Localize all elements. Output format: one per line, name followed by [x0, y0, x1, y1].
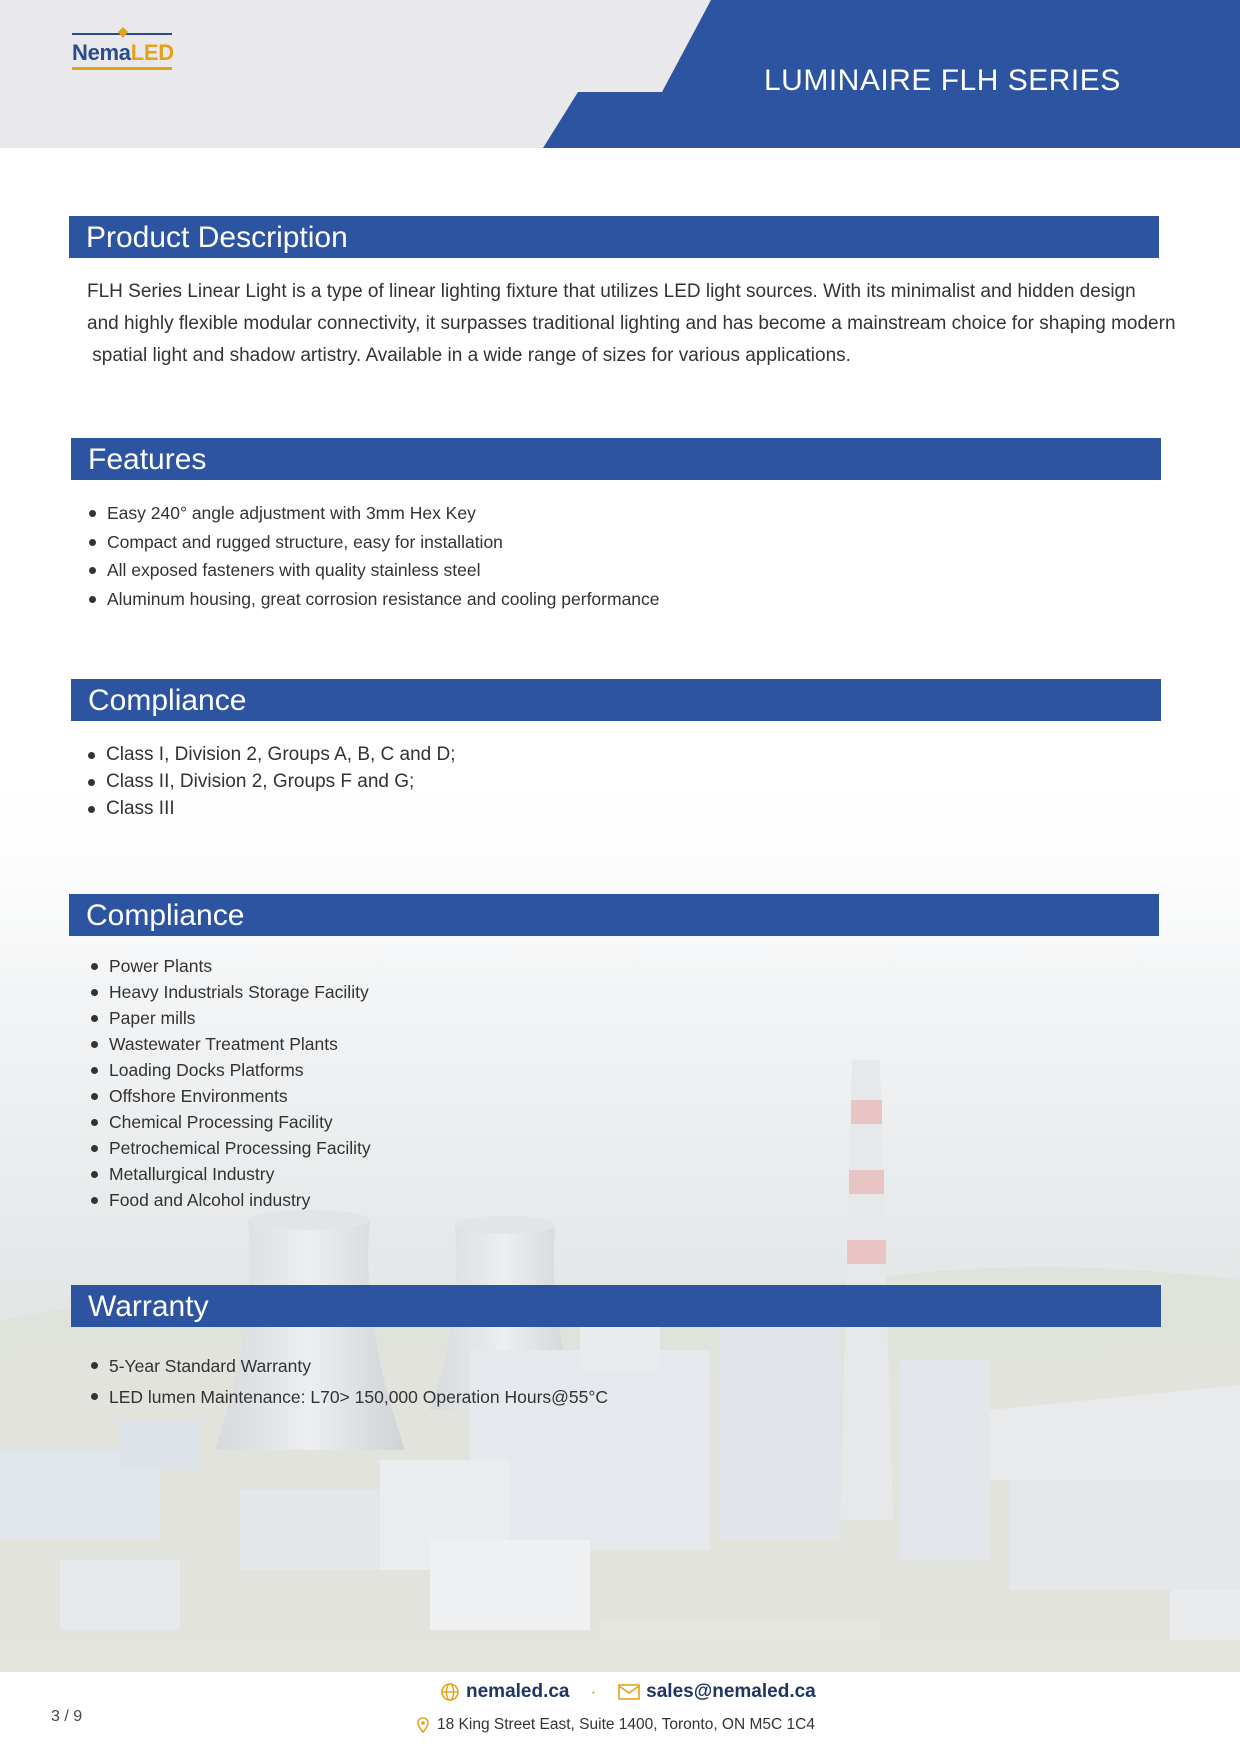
series-title: LUMINAIRE FLH SERIES — [764, 64, 1121, 97]
description-line: FLH Series Linear Light is a type of linear lighting fixture that utilizes LED light sources. With its minimalist and hidden design — [87, 281, 1136, 302]
list-item: Heavy Industrials Storage Facility — [91, 979, 371, 1005]
list-item: Class II, Division 2, Groups F and G; — [88, 768, 456, 795]
email-link[interactable]: sales@nemaled.ca — [646, 1681, 816, 1702]
list-item: Offshore Environments — [91, 1083, 371, 1109]
applications-list — [91, 953, 371, 1213]
contact-line — [440, 1677, 816, 1707]
globe-icon — [440, 1682, 460, 1702]
features-list — [89, 499, 660, 613]
brand-logo — [72, 26, 182, 74]
page-footer — [0, 1672, 1240, 1753]
list-item: Easy 240° angle adjustment with 3mm Hex Key — [89, 499, 660, 528]
warranty-list — [91, 1351, 608, 1413]
page-header — [0, 0, 1240, 148]
page-number: 3 / 9 — [51, 1708, 83, 1725]
logo-text-nema: Nema — [72, 40, 131, 65]
list-item: 5-Year Standard Warranty — [91, 1351, 608, 1382]
section-heading-applications: Compliance — [69, 894, 1159, 936]
list-item: Class III — [88, 795, 456, 822]
list-item: Paper mills — [91, 1005, 371, 1031]
section-heading-features: Features — [71, 438, 1161, 480]
separator: · — [591, 1684, 597, 1700]
address-text: 18 King Street East, Suite 1400, Toronto, ON M5C 1C4 — [437, 1716, 815, 1733]
description-line: spatial light and shadow artistry. Available in a wide range of sizes for various applications. — [87, 345, 851, 366]
section-heading-description: Product Description — [69, 216, 1159, 258]
list-item: Food and Alcohol industry — [91, 1187, 371, 1213]
bulb-icon — [118, 27, 128, 39]
list-item: Chemical Processing Facility — [91, 1109, 371, 1135]
mail-icon — [618, 1684, 640, 1700]
list-item: Class I, Division 2, Groups A, B, C and D; — [88, 741, 456, 768]
description-line: and highly flexible modular connectivity, it surpasses traditional lighting and has become a mainstream choice for shaping modern — [87, 313, 1176, 334]
list-item: Metallurgical Industry — [91, 1161, 371, 1187]
list-item: LED lumen Maintenance: L70> 150,000 Operation Hours@55°C — [91, 1382, 608, 1413]
logo-text-led: LED — [130, 40, 174, 65]
website-link[interactable]: nemaled.ca — [466, 1681, 570, 1702]
list-item: Compact and rugged structure, easy for installation — [89, 528, 660, 557]
description-paragraph — [87, 276, 1176, 372]
section-heading-warranty: Warranty — [71, 1285, 1161, 1327]
list-item: All exposed fasteners with quality stainless steel — [89, 556, 660, 585]
list-item: Petrochemical Processing Facility — [91, 1135, 371, 1161]
list-item: Aluminum housing, great corrosion resistance and cooling performance — [89, 585, 660, 614]
list-item: Power Plants — [91, 953, 371, 979]
address-line — [417, 1716, 815, 1734]
list-item: Wastewater Treatment Plants — [91, 1031, 371, 1057]
compliance-list — [88, 741, 456, 822]
section-heading-compliance: Compliance — [71, 679, 1161, 721]
list-item: Loading Docks Platforms — [91, 1057, 371, 1083]
location-pin-icon — [417, 1717, 429, 1733]
